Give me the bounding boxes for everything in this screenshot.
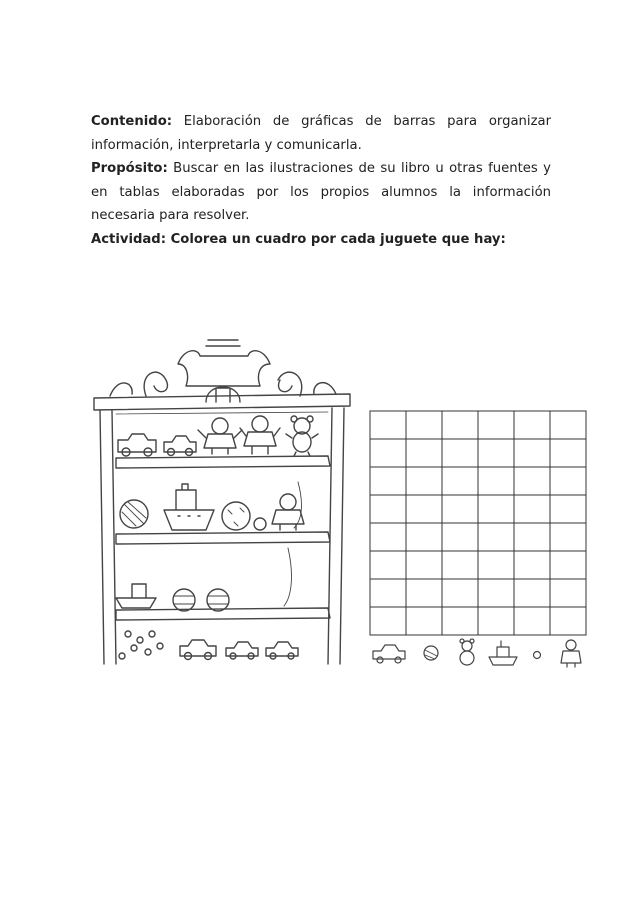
grid-cell[interactable] bbox=[406, 495, 442, 523]
shelf-left-post bbox=[100, 410, 116, 664]
proposito-paragraph bbox=[91, 157, 551, 228]
grid-cell[interactable] bbox=[478, 411, 514, 439]
contenido-label: Contenido: bbox=[91, 114, 173, 129]
toy-boat-icon bbox=[489, 641, 517, 665]
grid-cell[interactable] bbox=[514, 551, 550, 579]
ball-icon bbox=[207, 589, 229, 611]
grid-cell[interactable] bbox=[406, 439, 442, 467]
grid-cell[interactable] bbox=[442, 411, 478, 439]
proposito-label: Propósito: bbox=[91, 161, 168, 177]
contenido-text: Elaboración de gráficas de barras para organizar información, interpretarla y comunicarla. bbox=[91, 114, 551, 153]
grid-cell[interactable] bbox=[478, 467, 514, 495]
doll-icon bbox=[272, 494, 304, 530]
grid-cell[interactable] bbox=[442, 607, 478, 635]
car-icon bbox=[164, 436, 196, 456]
car-icon bbox=[118, 434, 156, 456]
ball-icon bbox=[173, 589, 195, 611]
grid-cell[interactable] bbox=[406, 523, 442, 551]
grid-cell[interactable] bbox=[478, 439, 514, 467]
counting-grid bbox=[369, 410, 589, 640]
grid-cell[interactable] bbox=[370, 607, 406, 635]
toy-boat-icon bbox=[116, 584, 156, 608]
grid-cell[interactable] bbox=[370, 551, 406, 579]
grid-cell[interactable] bbox=[514, 411, 550, 439]
grid-cell[interactable] bbox=[550, 411, 586, 439]
car-icon bbox=[373, 645, 405, 663]
car-icon bbox=[180, 640, 216, 660]
teddy-bear-icon bbox=[286, 416, 318, 456]
marble-icon bbox=[119, 631, 163, 659]
doll-icon bbox=[561, 640, 581, 667]
grid-cell[interactable] bbox=[370, 495, 406, 523]
column-icons-row bbox=[369, 637, 589, 671]
grid-cell[interactable] bbox=[478, 495, 514, 523]
grid-cell[interactable] bbox=[442, 551, 478, 579]
text-block bbox=[91, 110, 551, 252]
doll-icon bbox=[198, 418, 242, 454]
grid-cell[interactable] bbox=[370, 523, 406, 551]
toy-shelf-illustration bbox=[88, 334, 358, 669]
grid-cell[interactable] bbox=[514, 579, 550, 607]
grid-cell[interactable] bbox=[514, 439, 550, 467]
proposito-text: Buscar en las ilustraciones de su libro u otras fuentes y en tablas elaboradas por los propios alumnos la información necesaria para resolver. bbox=[91, 161, 551, 224]
grid-cell[interactable] bbox=[406, 411, 442, 439]
grid-cell[interactable] bbox=[514, 607, 550, 635]
car-icon bbox=[266, 642, 298, 659]
grid-cell[interactable] bbox=[478, 607, 514, 635]
grid-cell[interactable] bbox=[442, 523, 478, 551]
shelf-board-2 bbox=[116, 532, 330, 544]
grid-cell[interactable] bbox=[550, 439, 586, 467]
grid-cell[interactable] bbox=[478, 523, 514, 551]
grid-cell[interactable] bbox=[442, 467, 478, 495]
teddy-bear-icon bbox=[460, 639, 474, 665]
grid-cell[interactable] bbox=[550, 495, 586, 523]
grid-cell[interactable] bbox=[478, 551, 514, 579]
shelf-board-1 bbox=[116, 456, 330, 468]
grid-cell[interactable] bbox=[550, 467, 586, 495]
doll-icon bbox=[240, 416, 280, 454]
car-icon bbox=[226, 642, 258, 659]
grid-cell[interactable] bbox=[406, 607, 442, 635]
grid-cell[interactable] bbox=[442, 495, 478, 523]
actividad-instruction: Actividad: Colorea un cuadro por cada juguete que hay: bbox=[91, 231, 506, 247]
ball-icon bbox=[222, 502, 250, 530]
grid-cell[interactable] bbox=[442, 579, 478, 607]
contenido-paragraph bbox=[91, 110, 551, 157]
shelf-right-post bbox=[328, 408, 344, 664]
grid-cell[interactable] bbox=[370, 467, 406, 495]
grid-cell[interactable] bbox=[514, 495, 550, 523]
grid-cell[interactable] bbox=[370, 411, 406, 439]
grid-cell[interactable] bbox=[514, 467, 550, 495]
grid-cell[interactable] bbox=[550, 551, 586, 579]
ball-icon bbox=[424, 646, 438, 660]
grid-cell[interactable] bbox=[406, 467, 442, 495]
grid-cell[interactable] bbox=[406, 551, 442, 579]
grid-cell[interactable] bbox=[550, 607, 586, 635]
grid-cell[interactable] bbox=[406, 579, 442, 607]
marble-icon bbox=[254, 518, 266, 530]
grid-cell[interactable] bbox=[514, 523, 550, 551]
grid-cell[interactable] bbox=[478, 579, 514, 607]
shelf-crown-center-icon bbox=[206, 387, 240, 402]
grid-cell[interactable] bbox=[442, 439, 478, 467]
toy-boat-icon bbox=[164, 484, 214, 530]
grid-cell[interactable] bbox=[370, 439, 406, 467]
grid-cell[interactable] bbox=[370, 579, 406, 607]
ball-icon bbox=[120, 500, 148, 528]
marble-icon bbox=[534, 652, 541, 659]
grid-cell[interactable] bbox=[550, 523, 586, 551]
grid-cell[interactable] bbox=[550, 579, 586, 607]
